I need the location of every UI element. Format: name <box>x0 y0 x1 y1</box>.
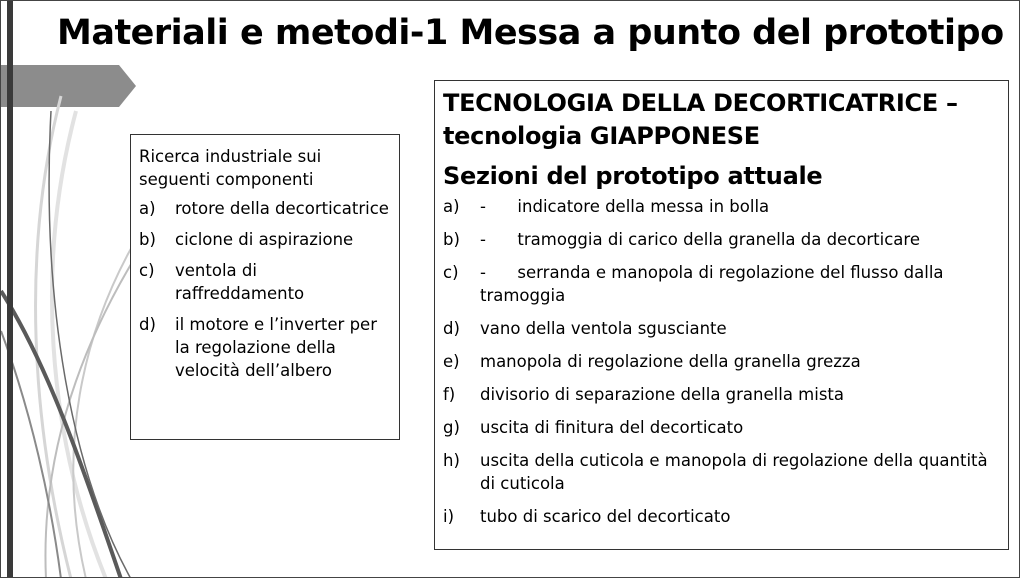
sections-box <box>434 80 1009 550</box>
slide-title: Materiali e metodi-1 Messa a punto del prototipo <box>57 13 1004 53</box>
list-marker: g) <box>443 418 460 437</box>
list-item <box>139 259 391 305</box>
list-marker: c) <box>139 261 155 280</box>
list-text: uscita di finitura del decorticato <box>480 418 744 437</box>
list-marker: e) <box>443 352 460 371</box>
list-marker: f) <box>443 385 456 404</box>
list-text: rotore della decorticatrice <box>175 199 389 218</box>
list-item <box>443 195 1000 218</box>
list-text: manopola di regolazione della granella grezza <box>480 352 861 371</box>
list-text: vano della ventola sgusciante <box>480 319 727 338</box>
list-item <box>139 313 391 382</box>
list-text: - tramoggia di carico della granella da decorticare <box>480 230 920 249</box>
list-text: ciclone di aspirazione <box>175 230 354 249</box>
sections-subheading: Sezioni del prototipo attuale <box>443 162 823 190</box>
accent-tab-shape <box>1 65 136 107</box>
list-item <box>443 350 1000 373</box>
list-marker: b) <box>443 230 460 249</box>
list-item <box>443 449 1000 495</box>
list-item <box>443 228 1000 251</box>
components-box <box>130 134 400 440</box>
list-text: - indicatore della messa in bolla <box>480 197 770 216</box>
sections-list <box>443 195 1000 528</box>
list-item <box>139 197 391 220</box>
list-marker: a) <box>443 197 460 216</box>
decorative-curves <box>1 1 141 578</box>
list-text: uscita della cuticola e manopola di regolazione della quantità di cuticola <box>480 451 988 493</box>
left-rule <box>7 1 13 578</box>
list-item <box>443 383 1000 406</box>
components-intro: Ricerca industriale sui seguenti componenti <box>139 147 322 189</box>
list-marker: i) <box>443 507 455 526</box>
list-marker: d) <box>139 315 156 334</box>
list-marker: d) <box>443 319 460 338</box>
list-marker: a) <box>139 199 156 218</box>
list-text: tubo di scarico del decorticato <box>480 507 731 526</box>
list-item <box>443 505 1000 528</box>
list-item <box>443 261 1000 307</box>
technology-heading-line2: tecnologia GIAPPONESE <box>443 122 760 150</box>
list-item <box>139 228 391 251</box>
technology-heading-line1: TECNOLOGIA DELLA DECORTICATRICE – <box>443 89 958 117</box>
list-item <box>443 416 1000 439</box>
list-text: - serranda e manopola di regolazione del flusso dalla tramoggia <box>480 263 949 305</box>
list-item <box>443 317 1000 340</box>
list-marker: c) <box>443 263 459 282</box>
list-marker: h) <box>443 451 460 470</box>
list-text: ventola di raffreddamento <box>175 261 305 303</box>
list-text: il motore e l’inverter per la regolazione della velocità dell’albero <box>175 315 377 380</box>
list-marker: b) <box>139 230 156 249</box>
components-list <box>139 197 391 382</box>
list-text: divisorio di separazione della granella mista <box>480 385 845 404</box>
